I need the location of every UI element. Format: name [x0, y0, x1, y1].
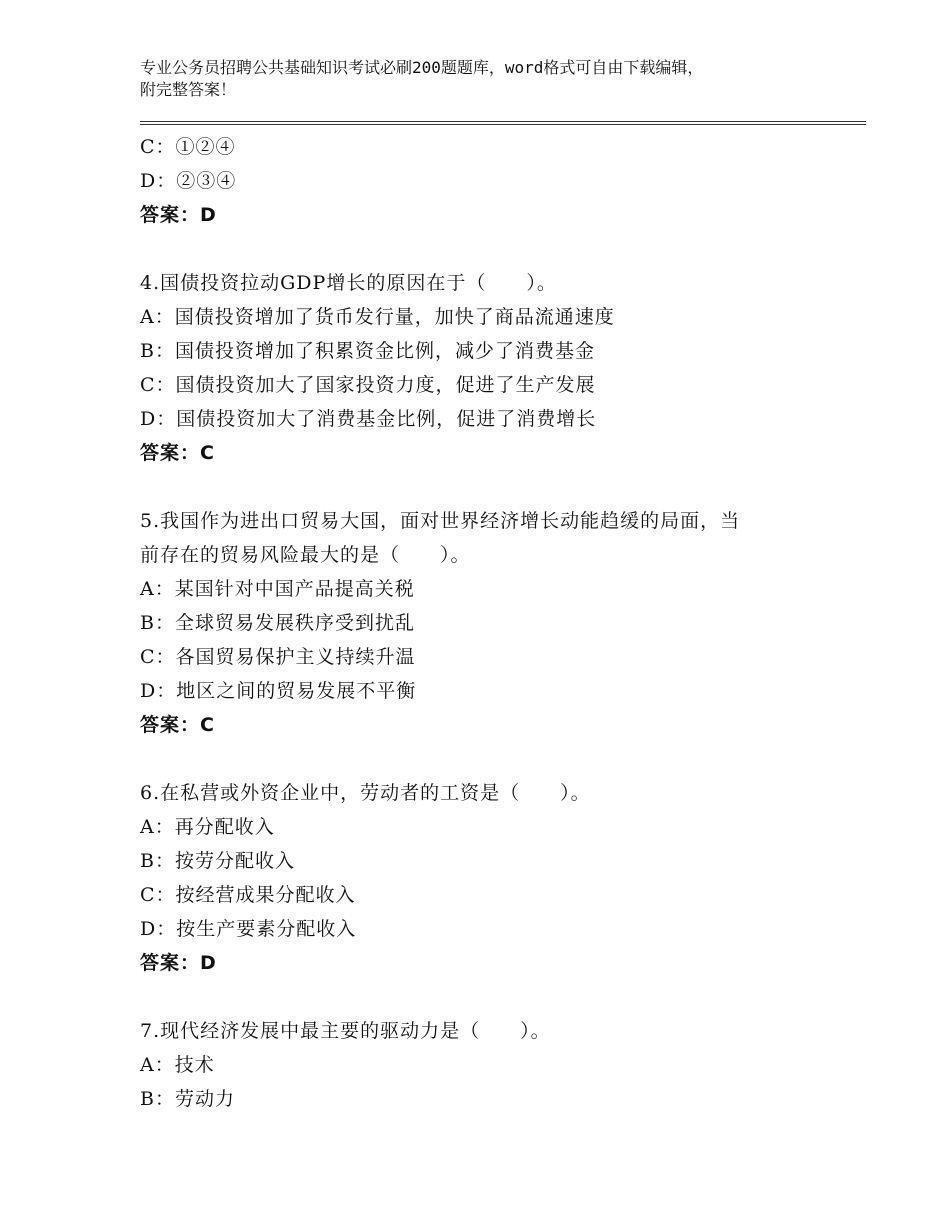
option-c: C：①②④	[140, 136, 236, 158]
option-a: A：某国针对中国产品提高关税	[140, 578, 415, 600]
option-c: C：按经营成果分配收入	[140, 884, 356, 906]
spacer	[140, 980, 840, 1014]
question-block-5	[140, 504, 840, 742]
option-d: D：地区之间的贸易发展不平衡	[140, 680, 417, 702]
answer-line: 答案：C	[140, 714, 215, 736]
option-d: D：按生产要素分配收入	[140, 918, 357, 940]
answer-line: 答案：D	[140, 952, 217, 974]
option-d: D：②③④	[140, 170, 237, 192]
option-b: B：国债投资增加了积累资金比例，减少了消费基金	[140, 340, 595, 362]
spacer	[140, 232, 840, 266]
question-stem: 6.在私营或外资企业中，劳动者的工资是（ ）。	[140, 782, 591, 804]
spacer	[140, 742, 840, 776]
question-stem: 5.我国作为进出口贸易大国，面对世界经济增长动能趋缓的局面，当	[140, 510, 741, 532]
option-b: B：按劳分配收入	[140, 850, 295, 872]
option-d: D：国债投资加大了消费基金比例，促进了消费增长	[140, 408, 597, 430]
answer-line: 答案：C	[140, 442, 215, 464]
header-title-line-2: 附完整答案！	[140, 80, 237, 99]
option-b: B：劳动力	[140, 1088, 235, 1110]
option-a: A：技术	[140, 1054, 215, 1076]
spacer	[140, 470, 840, 504]
question-block-partial	[140, 130, 840, 232]
header-title-line-1: 专业公务员招聘公共基础知识考试必刷200题题库，word格式可自由下载编辑，	[140, 58, 704, 77]
question-block-6	[140, 776, 840, 980]
question-block-4	[140, 266, 840, 470]
answer-line: 答案：D	[140, 204, 217, 226]
option-b: B：全球贸易发展秩序受到扰乱	[140, 612, 415, 634]
header-divider	[140, 121, 866, 125]
option-c: C：各国贸易保护主义持续升温	[140, 646, 416, 668]
option-a: A：再分配收入	[140, 816, 275, 838]
page-header	[140, 57, 840, 101]
option-c: C：国债投资加大了国家投资力度，促进了生产发展	[140, 374, 596, 396]
question-block-7	[140, 1014, 840, 1116]
question-stem: 4.国债投资拉动GDP增长的原因在于（ ）。	[140, 272, 557, 294]
question-stem-continued: 前存在的贸易风险最大的是（ ）。	[140, 544, 471, 566]
option-a: A：国债投资增加了货币发行量，加快了商品流通速度	[140, 306, 615, 328]
question-list	[140, 130, 840, 1116]
question-stem: 7.现代经济发展中最主要的驱动力是（ ）。	[140, 1020, 551, 1042]
